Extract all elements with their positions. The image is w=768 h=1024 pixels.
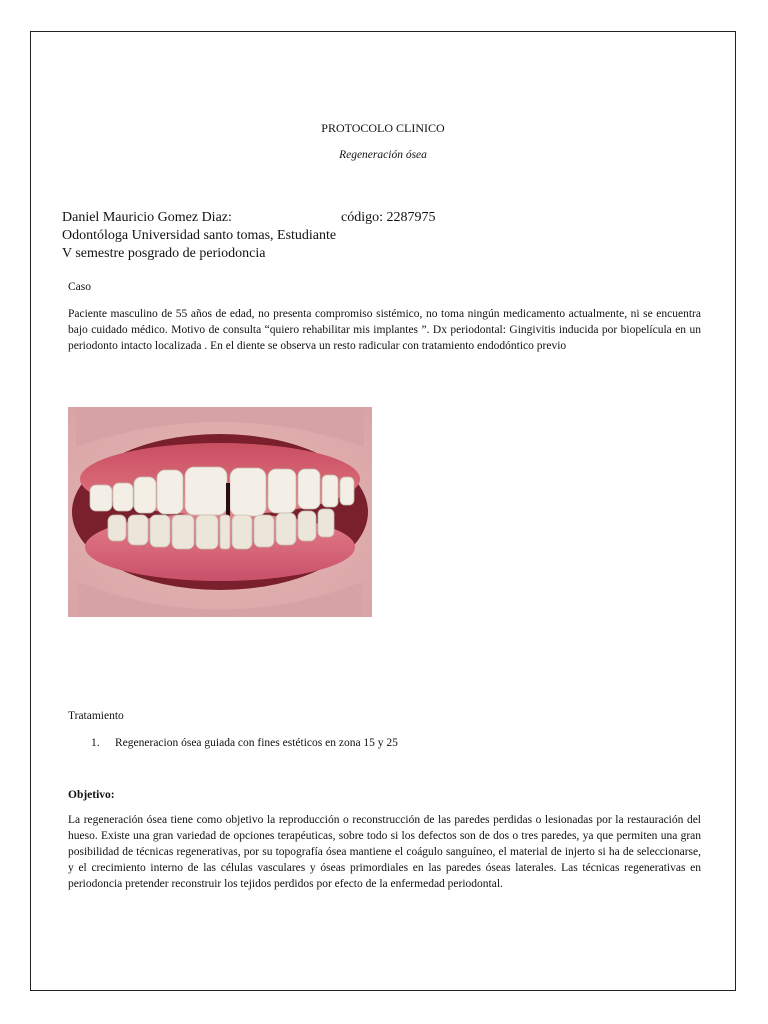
tratamiento-item-number: 1. bbox=[91, 737, 100, 749]
document-title: PROTOCOLO CLINICO bbox=[321, 121, 445, 135]
objetivo-text: La regeneración ósea tiene como objetivo la reproducción o reconstrucción de las paredes perdidas o lesionadas por la restauración del hueso. Existe una gran variedad de opciones terapéuticas, sobre todo si los defectos son de dos o tres paredes, ya que permiten una gran posibilidad de técnicas regenerativas, por su topografía ósea mantiene el coágulo sanguíneo, el material de injerto si ha de seleccionarse, y el crecimiento interno de las células vasculares y óseas primordiales en las paredes óseas laterales. Las técnicas regenerativas en periodoncia pretender reconstruir los tejidos perdidos por efecto de la enfermedad periodontal. bbox=[68, 814, 701, 890]
author-name: Daniel Mauricio Gomez Diaz: bbox=[62, 210, 232, 225]
document-subtitle: Regeneración ósea bbox=[339, 149, 427, 161]
caso-heading: Caso bbox=[68, 281, 91, 293]
clinical-photo bbox=[68, 407, 372, 617]
author-affiliation: Odontóloga Universidad santo tomas, Estudiante bbox=[62, 228, 337, 243]
student-code: código: 2287975 bbox=[341, 210, 436, 225]
tratamiento-item-text: Regeneracion ósea guiada con fines estéticos en zona 15 y 25 bbox=[115, 737, 398, 749]
tratamiento-heading: Tratamiento bbox=[68, 710, 124, 722]
caso-text: Paciente masculino de 55 años de edad, no presenta compromiso sistémico, no toma ningún medicamento actualmente, ni se encuentra bajo cuidado médico. Motivo de consulta “quiero rehabilitar mis implantes ”. Dx periodontal: Gingivitis inducida por biopelícula en un periodonto intacto localizada . En el diente se observa un resto radicular con tratamiento endodóntico previo bbox=[68, 308, 701, 352]
author-program: V semestre posgrado de periodoncia bbox=[62, 246, 266, 261]
document-page bbox=[30, 31, 736, 991]
objetivo-heading: Objetivo: bbox=[68, 789, 115, 801]
